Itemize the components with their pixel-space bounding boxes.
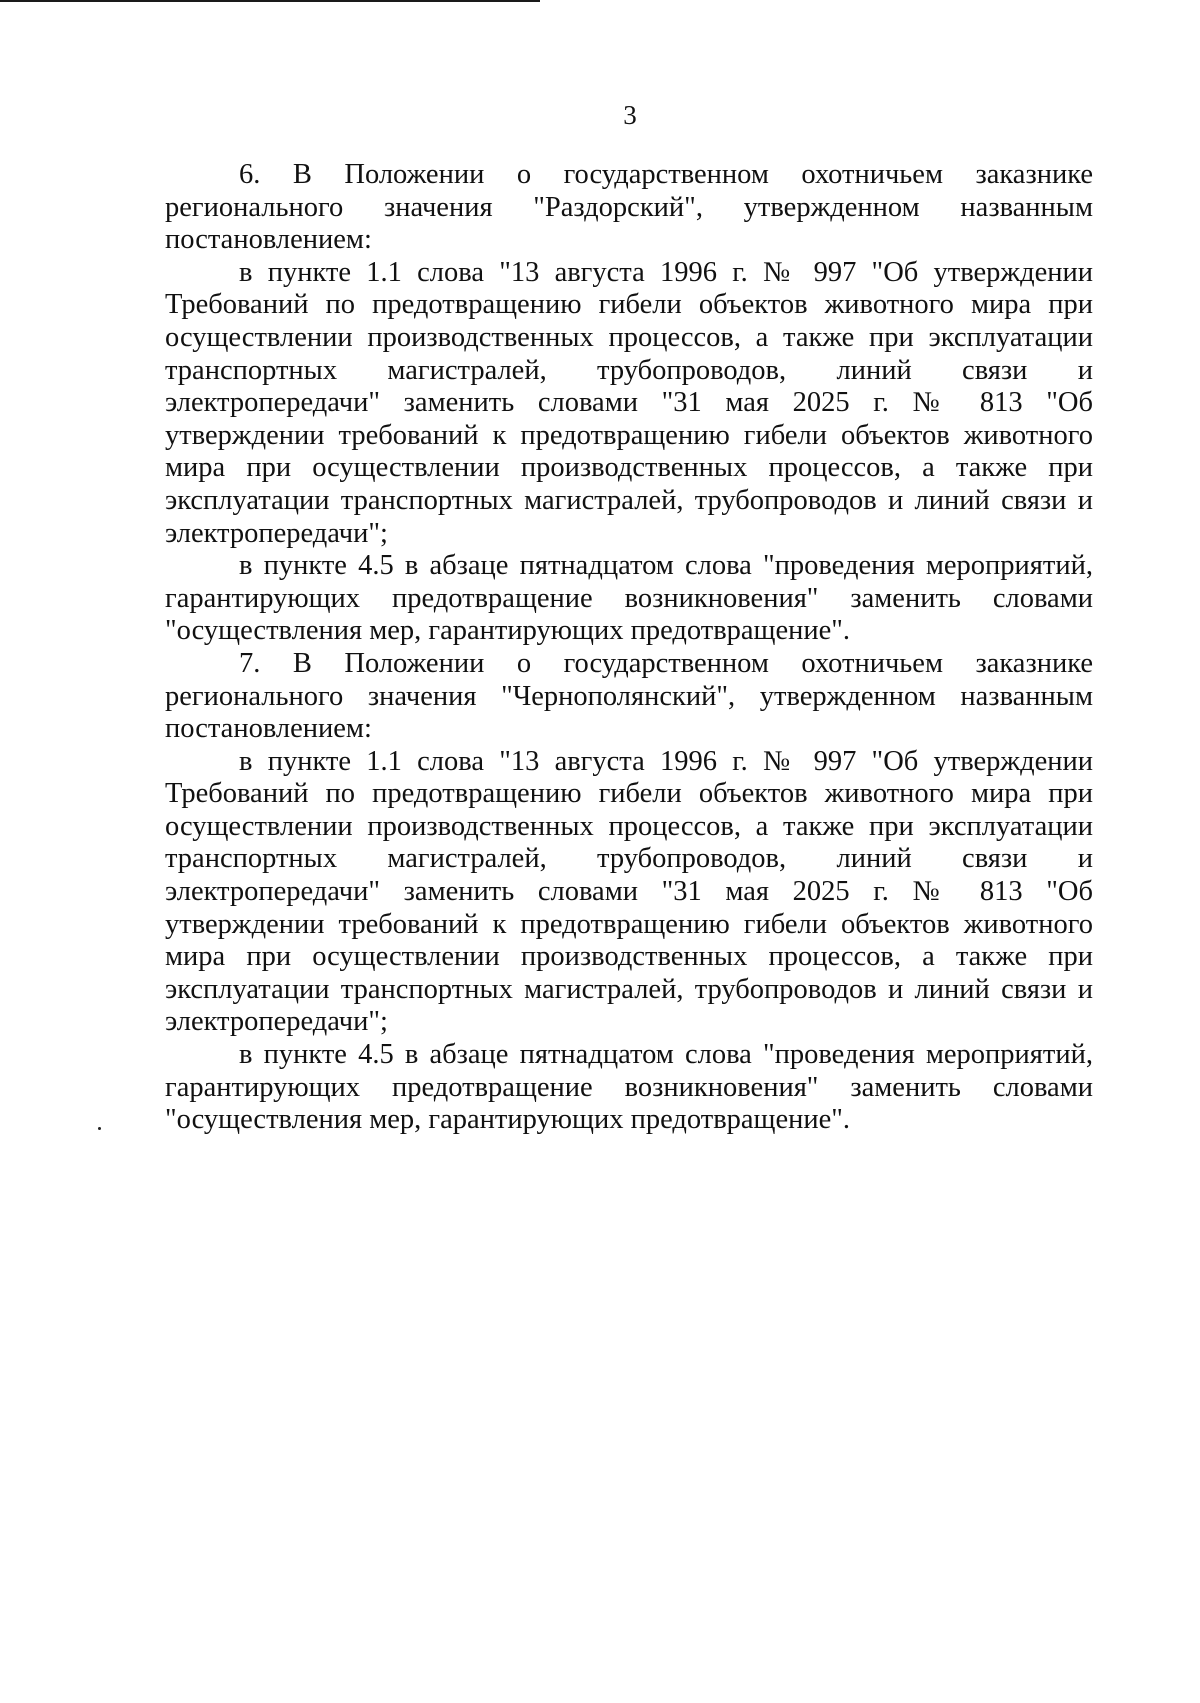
paragraph-item-7-clause-1-1: в пункте 1.1 слова "13 августа 1996 г. № 997 "Об утверждении Требований по предотвращению гибели объектов животного мира при осуществлении производственных процессов, а также при эксплуатации транспортных магистралей, трубопроводов, линий связи и электропередачи" заменить словами "31 мая 2025 г. № 813 "Об утверждении требований к предотвращению гибели объектов животного мира при осуществлении производственных процессов, а также при эксплуатации транспортных магистралей, трубопроводов и линий связи и электропередачи"; xyxy=(165,745,1093,1038)
paragraph-item-7-clause-4-5: в пункте 4.5 в абзаце пятнадцатом слова "проведения мероприятий, гарантирующих предотвращение возникновения" заменить словами "осуществления мер, гарантирующих предотвращение". xyxy=(165,1039,1093,1136)
top-edge-rule xyxy=(0,0,540,2)
paragraph-item-6: 6. В Положении о государственном охотничьем заказнике регионального значения "Раздорский", утвержденном названным постановлением: xyxy=(165,159,1093,256)
paragraph-item-7: 7. В Положении о государственном охотничьем заказнике регионального значения "Чернополянский", утвержденном названным постановлением: xyxy=(165,647,1093,745)
document-body xyxy=(165,159,1093,1137)
paragraph-item-6-clause-4-5: в пункте 4.5 в абзаце пятнадцатом слова "проведения мероприятий, гарантирующих предотвращение возникновения" заменить словами "осуществления мер, гарантирующих предотвращение". xyxy=(165,550,1093,647)
page-number: 3 xyxy=(623,100,637,130)
paragraph-item-6-clause-1-1: в пункте 1.1 слова "13 августа 1996 г. № 997 "Об утверждении Требований по предотвращению гибели объектов животного мира при осуществлении производственных процессов, а также при эксплуатации транспортных магистралей, трубопроводов, линий связи и электропередачи" заменить словами "31 мая 2025 г. № 813 "Об утверждении требований к предотвращению гибели объектов животного мира при осуществлении производственных процессов, а также при эксплуатации транспортных магистралей, трубопроводов и линий связи и электропередачи"; xyxy=(165,256,1093,549)
scan-speck xyxy=(98,1127,101,1130)
